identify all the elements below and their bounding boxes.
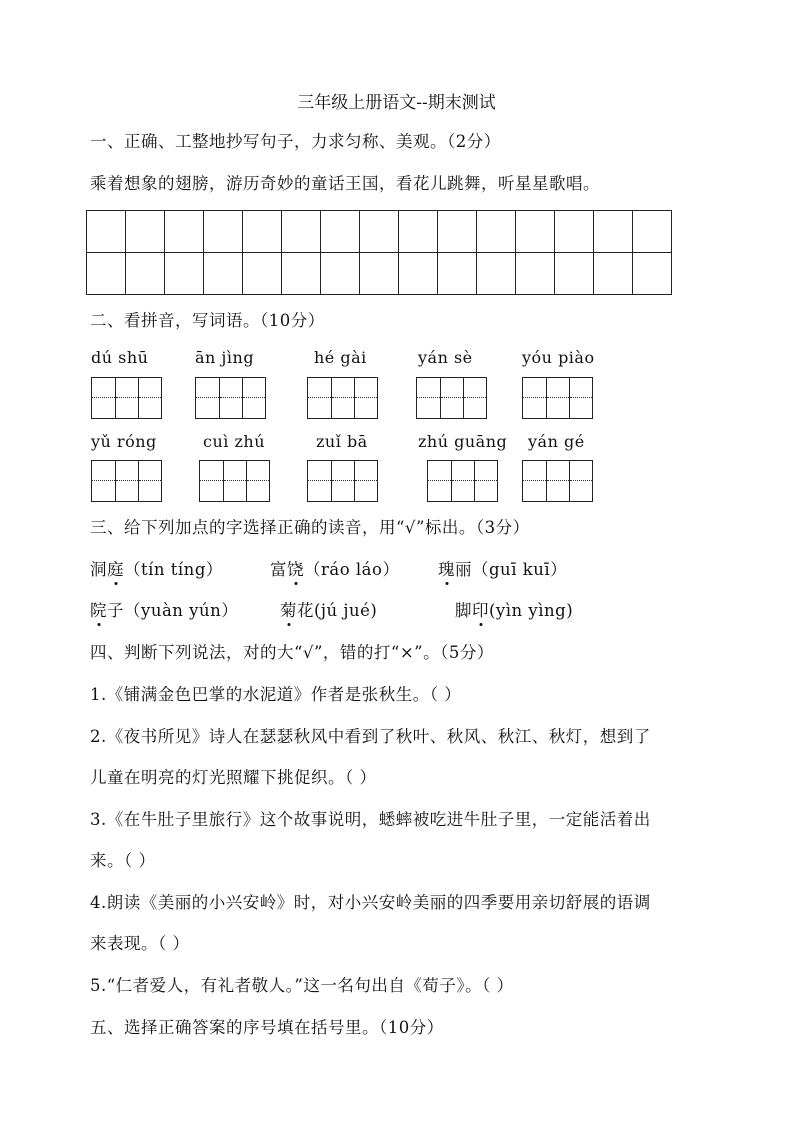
pinyin-label: yán sè — [418, 348, 473, 367]
grid-cell[interactable] — [516, 211, 555, 253]
judge-line-2: 2.《夜书所见》诗人在瑟瑟秋风中看到了秋叶、秋风、秋江、秋灯，想到了 — [90, 727, 651, 746]
grid-cell[interactable] — [360, 253, 399, 295]
word-part: 洞 — [90, 560, 107, 579]
writing-cell[interactable] — [523, 461, 546, 501]
grid-cell[interactable] — [360, 211, 399, 253]
grid-cell[interactable] — [633, 211, 672, 253]
pinyin-label: zuǐ bā — [316, 432, 368, 451]
tianzige-box[interactable] — [307, 377, 378, 419]
pinyin-label: yóu piào — [522, 348, 595, 367]
reading-choice[interactable] — [438, 556, 567, 580]
writing-cell[interactable] — [354, 378, 377, 418]
writing-cell[interactable] — [196, 378, 219, 418]
grid-cell[interactable] — [165, 253, 204, 295]
grid-cell[interactable] — [399, 211, 438, 253]
judge-line-3-cont: 来。（ ） — [90, 851, 156, 870]
grid-cell[interactable] — [633, 253, 672, 295]
tianzige-box[interactable] — [195, 377, 266, 419]
tianzige-box[interactable] — [91, 377, 162, 419]
grid-cell[interactable] — [516, 253, 555, 295]
judge-line-2-cont: 儿童在明亮的灯光照耀下挑促织。（ ） — [90, 768, 377, 787]
dotted-character: 饶 — [287, 556, 304, 580]
page-title: 三年级上册语文--期末测试 — [297, 93, 496, 113]
tianzige-box[interactable] — [199, 460, 270, 502]
writing-cell[interactable] — [440, 378, 463, 418]
pinyin-options: （ráo láo） — [304, 560, 400, 579]
writing-cell[interactable] — [308, 378, 331, 418]
writing-cell[interactable] — [200, 461, 223, 501]
judge-line-5: 5.“仁者爱人，有礼者敬人。”这一名句出自《荀子》。（ ） — [90, 976, 514, 995]
pinyin-options: （guī kuī） — [472, 560, 568, 579]
section4-heading: 四、判断下列说法，对的大“√”，错的打“×”。（5分） — [90, 643, 494, 662]
tianzige-box[interactable] — [416, 377, 487, 419]
grid-cell[interactable] — [399, 253, 438, 295]
grid-cell[interactable] — [243, 211, 282, 253]
pinyin-label: hé gài — [314, 348, 367, 367]
judge-line-1: 1.《铺满金色巴掌的水泥道》作者是张秋生。（ ） — [90, 685, 462, 704]
copy-writing-grid[interactable] — [86, 210, 672, 295]
grid-cell[interactable] — [438, 253, 477, 295]
reading-choice[interactable] — [455, 597, 573, 621]
dotted-character: 院 — [90, 597, 107, 621]
grid-cell[interactable] — [555, 211, 594, 253]
pinyin-options: (jú jué) — [314, 601, 378, 620]
section5-heading: 五、选择正确答案的序号填在括号里。（10分） — [90, 1018, 444, 1037]
grid-cell[interactable] — [594, 253, 633, 295]
pinyin-options: （tín tíng） — [124, 560, 223, 579]
writing-cell[interactable] — [546, 378, 569, 418]
grid-cell[interactable] — [243, 253, 282, 295]
reading-choice[interactable] — [280, 597, 377, 621]
writing-cell[interactable] — [569, 461, 592, 501]
reading-choice[interactable] — [270, 556, 399, 580]
word-part: 丽 — [455, 560, 472, 579]
reading-choice[interactable] — [90, 556, 223, 580]
section2-heading: 二、看拼音，写词语。（10分） — [90, 311, 325, 330]
grid-cell[interactable] — [87, 253, 126, 295]
pinyin-label: dú shū — [91, 348, 149, 367]
tianzige-box[interactable] — [427, 460, 498, 502]
writing-cell[interactable] — [138, 461, 161, 501]
grid-cell[interactable] — [282, 253, 321, 295]
writing-cell[interactable] — [138, 378, 161, 418]
tianzige-box[interactable] — [307, 460, 378, 502]
writing-cell[interactable] — [115, 378, 138, 418]
word-part: 富 — [270, 560, 287, 579]
dotted-character: 庭 — [107, 556, 124, 580]
pinyin-options: (yìn yìng) — [489, 601, 574, 620]
writing-cell[interactable] — [308, 461, 331, 501]
section1-heading: 一、正确、工整地抄写句子，力求匀称、美观。（2分） — [90, 132, 501, 151]
writing-cell[interactable] — [428, 461, 451, 501]
judge-line-3: 3.《在牛肚子里旅行》这个故事说明，蟋蟀被吃进牛肚子里，一定能活着出 — [90, 810, 651, 829]
grid-cell[interactable] — [282, 211, 321, 253]
tianzige-box[interactable] — [522, 377, 593, 419]
word-part: 子 — [107, 601, 124, 620]
grid-cell[interactable] — [594, 211, 633, 253]
grid-cell[interactable] — [555, 253, 594, 295]
dotted-character: 菊 — [280, 597, 297, 621]
word-part: 脚 — [455, 601, 472, 620]
writing-cell[interactable] — [242, 378, 265, 418]
grid-cell[interactable] — [477, 253, 516, 295]
grid-cell[interactable] — [321, 211, 360, 253]
dotted-character: 印 — [472, 597, 489, 621]
tianzige-box[interactable] — [522, 460, 593, 502]
judge-line-4: 4.朗读《美丽的小兴安岭》时，对小兴安岭美丽的四季要用亲切舒展的语调 — [90, 893, 651, 912]
writing-cell[interactable] — [115, 461, 138, 501]
pinyin-label: yán gé — [528, 432, 585, 451]
judge-line-4-cont: 来表现。（ ） — [90, 934, 190, 953]
pinyin-label: yǔ róng — [91, 432, 157, 451]
grid-cell[interactable] — [477, 211, 516, 253]
pinyin-label: ān jìng — [195, 348, 255, 367]
writing-cell[interactable] — [246, 461, 269, 501]
writing-cell[interactable] — [92, 461, 115, 501]
dotted-character: 瑰 — [438, 556, 455, 580]
section1-sentence: 乘着想象的翅膀，游历奇妙的童话王国，看花儿跳舞，听星星歌唱。 — [90, 174, 600, 193]
pinyin-label: cuì zhú — [203, 432, 266, 451]
reading-choice[interactable] — [90, 597, 238, 621]
writing-cell[interactable] — [546, 461, 569, 501]
writing-cell[interactable] — [354, 461, 377, 501]
grid-cell[interactable] — [204, 253, 243, 295]
writing-cell[interactable] — [417, 378, 440, 418]
tianzige-box[interactable] — [91, 460, 162, 502]
word-part: 花 — [297, 601, 314, 620]
writing-cell[interactable] — [223, 461, 246, 501]
pinyin-options: （yuàn yún） — [124, 601, 239, 620]
pinyin-label: zhú guāng — [418, 432, 508, 451]
grid-cell[interactable] — [126, 211, 165, 253]
grid-cell[interactable] — [438, 211, 477, 253]
writing-cell[interactable] — [523, 378, 546, 418]
writing-cell[interactable] — [331, 461, 354, 501]
writing-cell[interactable] — [92, 378, 115, 418]
writing-cell[interactable] — [219, 378, 242, 418]
writing-cell[interactable] — [331, 378, 354, 418]
grid-cell[interactable] — [126, 253, 165, 295]
writing-cell[interactable] — [569, 378, 592, 418]
grid-cell[interactable] — [87, 211, 126, 253]
writing-cell[interactable] — [451, 461, 474, 501]
section3-heading: 三、给下列加点的字选择正确的读音，用“√”标出。（3分） — [90, 518, 530, 537]
grid-cell[interactable] — [321, 253, 360, 295]
grid-cell[interactable] — [204, 211, 243, 253]
writing-cell[interactable] — [463, 378, 486, 418]
writing-cell[interactable] — [474, 461, 497, 501]
grid-cell[interactable] — [165, 211, 204, 253]
